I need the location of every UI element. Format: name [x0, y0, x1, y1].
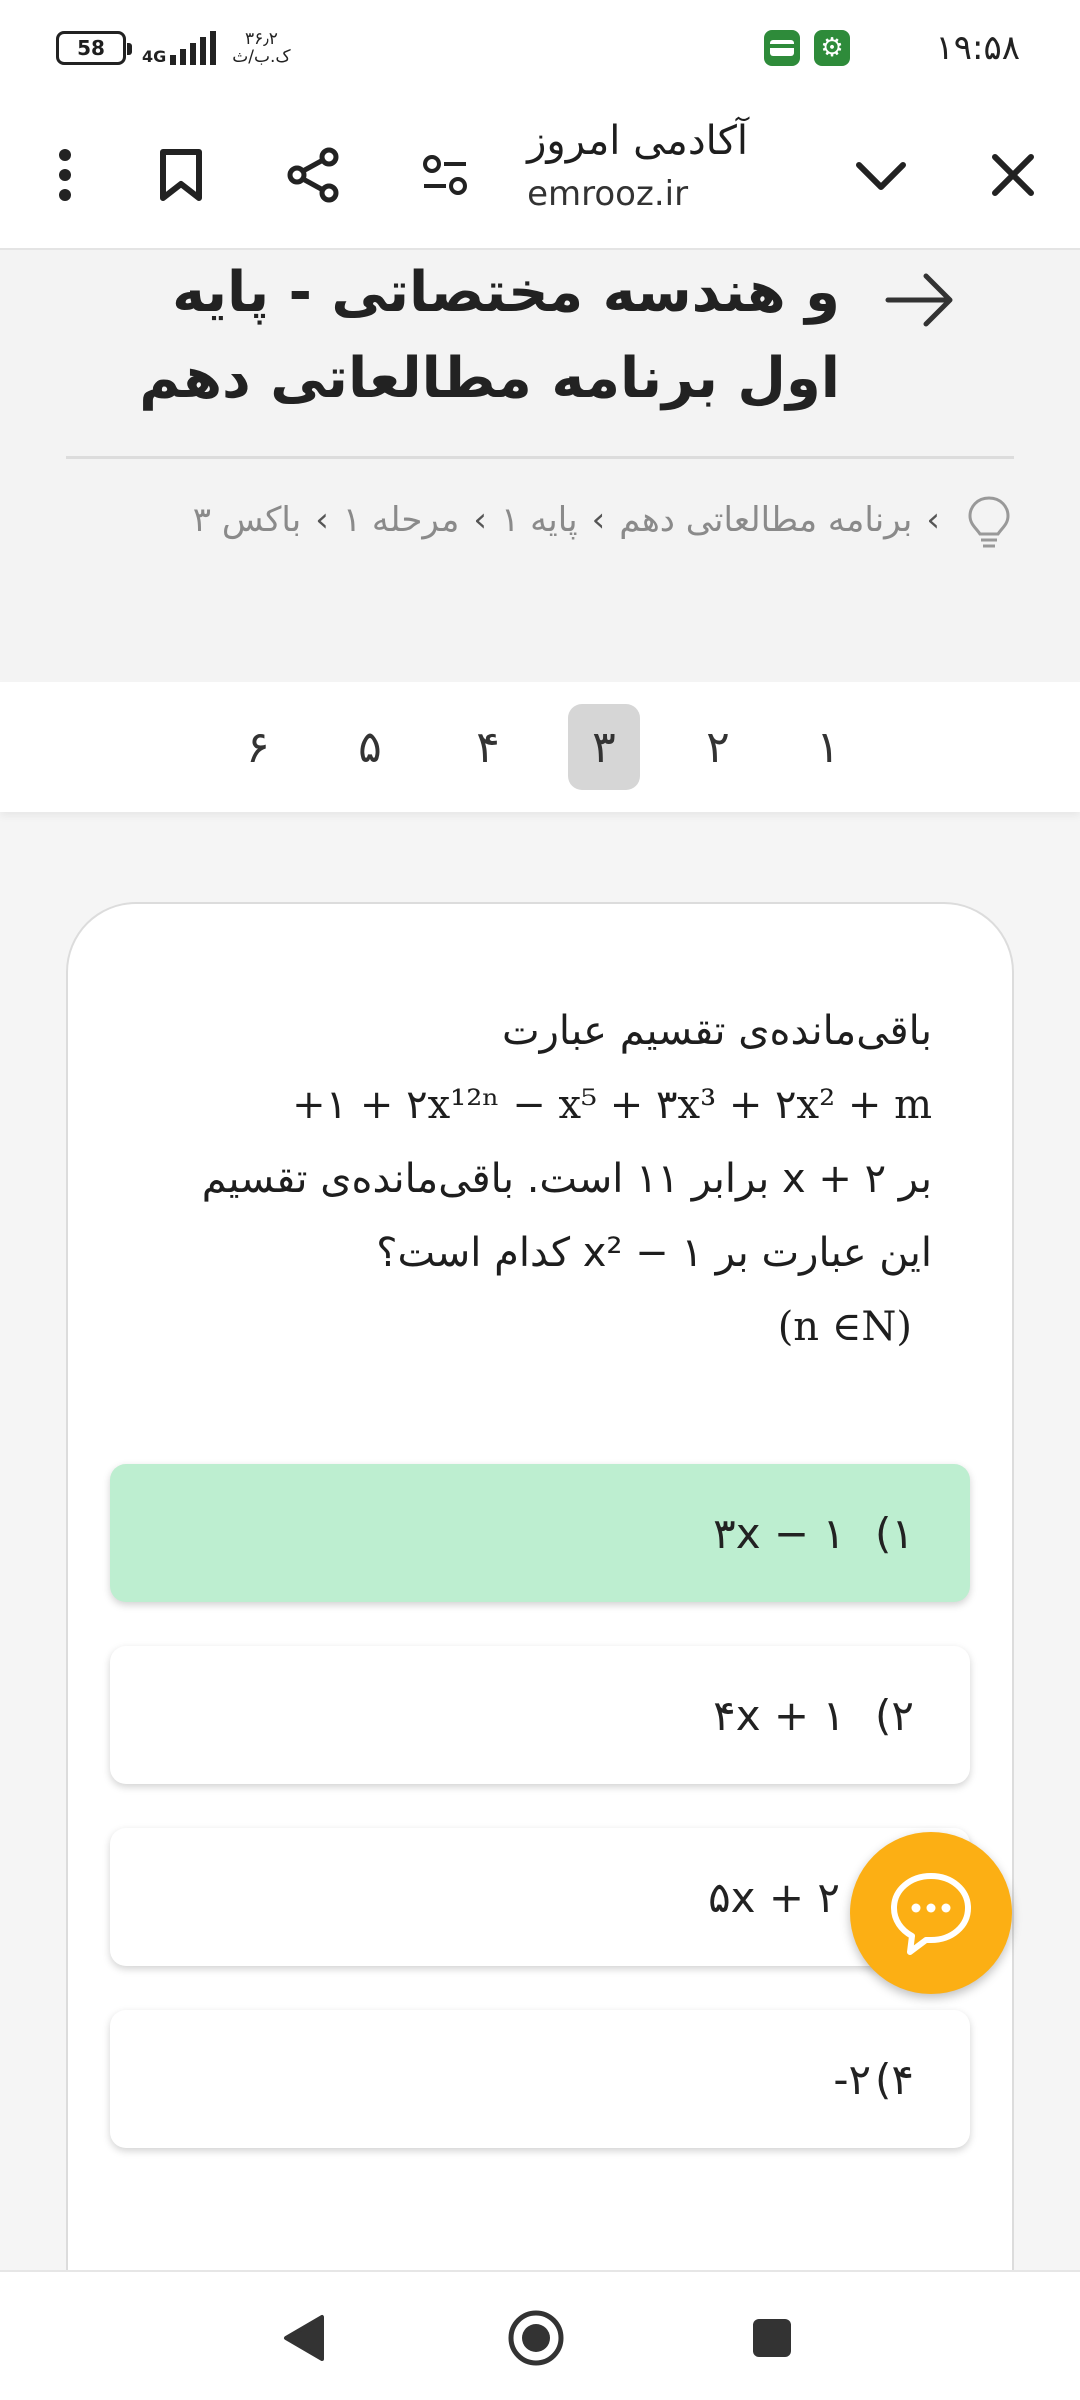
question-line4: این عبارت بر x² − ۱ کدام است؟	[376, 1230, 932, 1276]
close-icon	[991, 153, 1035, 197]
lightbulb-icon	[964, 494, 1014, 550]
back-triangle-icon	[282, 2313, 326, 2363]
network-speed	[232, 30, 290, 66]
status-time: ۱۹:۵۸	[935, 28, 1020, 68]
nav-recents-button[interactable]	[740, 2306, 804, 2370]
breadcrumb-item-stage[interactable]: مرحله ۱	[342, 500, 460, 540]
page-2[interactable]: ۲	[706, 721, 730, 773]
battery-level: 58	[77, 36, 105, 60]
article-title	[80, 250, 840, 422]
system-nav-bar	[0, 2270, 1080, 2400]
option-1-correct[interactable]	[110, 1464, 970, 1602]
question-line1: باقی‌مانده‌ی تقسیم عبارت	[501, 1008, 932, 1054]
signal-icon	[170, 31, 216, 65]
question-text	[132, 994, 932, 1364]
share-icon	[285, 147, 341, 203]
option-4-value: -۲	[833, 2054, 872, 2104]
page-1[interactable]: ۱	[816, 721, 840, 773]
speed-unit: ک.ب/ث	[232, 47, 291, 67]
article-title-line1: و هندسه مختصاتی - پایه	[172, 260, 840, 325]
close-button[interactable]	[978, 140, 1048, 210]
page-3-active[interactable]: ۳	[568, 704, 640, 790]
signal-group	[142, 31, 216, 65]
page-5[interactable]: ۵	[358, 721, 382, 773]
more-menu-button[interactable]	[30, 140, 100, 210]
status-notification-icons	[764, 30, 850, 66]
nav-home-button[interactable]	[504, 2306, 568, 2370]
nav-back-button[interactable]	[272, 2306, 336, 2370]
app-bar	[0, 100, 1080, 250]
question-pager	[0, 682, 1080, 812]
breadcrumb: ›برنامه مطالعاتی دهم›پایه ۱›مرحله ۱›باکس ۳	[164, 490, 1014, 550]
option-2-label: (۲	[875, 1690, 914, 1740]
article-header	[0, 250, 1080, 680]
status-bar	[0, 0, 1080, 100]
app-title: آکادمی امروز	[527, 118, 748, 164]
card-icon	[764, 30, 800, 66]
home-circle-icon	[506, 2308, 566, 2368]
more-vertical-icon	[55, 147, 75, 203]
battery-icon	[56, 31, 126, 65]
option-4[interactable]	[110, 2010, 970, 2148]
option-3[interactable]	[110, 1828, 970, 1966]
page-settings-button[interactable]	[410, 140, 480, 210]
answer-options	[110, 1464, 970, 2192]
chat-support-button[interactable]	[850, 1832, 1012, 1994]
chevron-down-icon	[855, 159, 907, 191]
option-2-value: ۴x + ۱	[713, 1690, 846, 1740]
app-url: emrooz.ir	[527, 174, 689, 214]
bookmark-button[interactable]	[146, 140, 216, 210]
option-4-label: (۴	[875, 2054, 914, 2104]
network-label: 4G	[142, 47, 167, 66]
expand-button[interactable]	[846, 140, 916, 210]
page-6[interactable]: ۶	[246, 721, 270, 773]
arrow-right-icon	[880, 260, 960, 340]
app-title-block	[527, 118, 748, 214]
option-1-value: ۳x − ۱	[713, 1508, 846, 1558]
settings-gear-icon: ⚙	[814, 30, 850, 66]
breadcrumb-item-study-plan[interactable]: برنامه مطالعاتی دهم	[619, 500, 913, 540]
option-3-value: ۵x + ۲	[708, 1872, 840, 1922]
bookmark-icon	[159, 148, 203, 202]
option-1-label: (۱	[875, 1508, 914, 1558]
article-title-line2: اول برنامه مطالعاتی دهم	[139, 346, 840, 411]
question-condition: (n ∈N)	[777, 1304, 912, 1350]
speed-value: ۳۶٫۲	[244, 29, 278, 49]
question-line3: بر x + ۲ برابر ۱۱ است. باقی‌مانده‌ی تقسیم	[201, 1156, 932, 1202]
breadcrumb-item-box[interactable]: باکس ۳	[192, 500, 302, 540]
question-expression: +۱ + ۲x¹²ⁿ − x⁵ + ۳x³ + ۲x² + m	[292, 1082, 932, 1128]
recents-square-icon	[750, 2316, 794, 2360]
header-divider	[66, 456, 1014, 459]
status-left	[56, 30, 291, 66]
breadcrumb-item-level[interactable]: پایه ۱	[501, 500, 578, 540]
share-button[interactable]	[278, 140, 348, 210]
tune-icon	[420, 150, 470, 200]
chat-bubble-icon	[886, 1868, 976, 1958]
option-2[interactable]	[110, 1646, 970, 1784]
page-4[interactable]: ۴	[476, 721, 500, 773]
question-card	[66, 902, 1014, 2302]
back-button[interactable]	[880, 260, 960, 340]
